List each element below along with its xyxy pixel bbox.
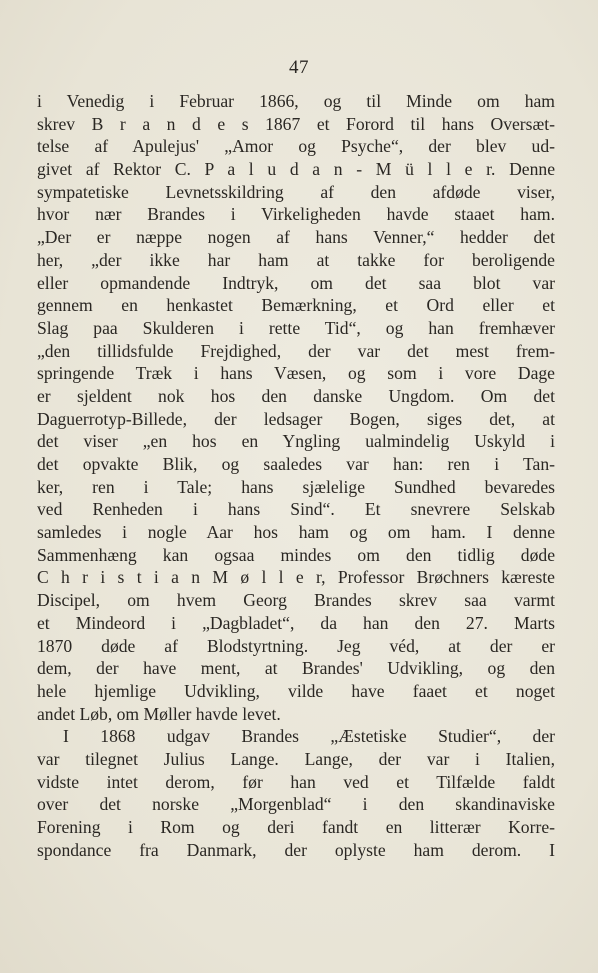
text-line: I 1868 udgav Brandes „Æstetiske Studier“, der	[63, 726, 555, 747]
text-line: dem, der have ment, at Brandes' Udvikling, og den	[37, 658, 555, 679]
text-line: „den tillidsfulde Frejdighed, der var det mest frem-	[37, 340, 555, 361]
text-line: gennem en henkastet Bemærkning, et Ord eller et	[37, 295, 555, 316]
text-line: C h r i s t i a n M ø l l e r, Professor Brøchners kæreste	[37, 567, 555, 588]
text-line: var tilegnet Julius Lange. Lange, der var i Italien,	[37, 748, 555, 769]
text-line: ved Renheden i hans Sind“. Et snevrere Selskab	[37, 499, 555, 520]
text-line: vidste intet derom, før han ved et Tilfælde faldt	[37, 771, 555, 792]
text-line: skrev B r a n d e s 1867 et Forord til hans Oversæt-	[37, 113, 555, 134]
page-number: 47	[289, 57, 309, 78]
text-line: det opvakte Blik, og saaledes var han: ren i Tan-	[37, 454, 555, 474]
text-line: spondance fra Danmark, der oplyste ham derom. I	[37, 839, 555, 860]
text-line: det viser „en hos en Yngling ualmindelig Uskyld i	[37, 431, 555, 452]
text-line: eller opmandende Indtryk, om det saa blot var	[37, 272, 555, 293]
body-text	[37, 90, 555, 861]
text-line: sympatetiske Levnetsskildring af den afdøde viser,	[37, 181, 555, 202]
text-line: telse af Apulejus' „Amor og Psyche“, der blev ud-	[37, 136, 555, 157]
text-line: Slag paa Skulderen i rette Tid“, og han fremhæver	[37, 317, 555, 338]
text-line: er sjeldent nok hos den danske Ungdom. Om det	[37, 385, 555, 406]
text-line: „Der er næppe nogen af hans Venner,“ hedder det	[37, 227, 555, 248]
text-line: hvor nær Brandes i Virkeligheden havde staaet ham.	[37, 204, 555, 225]
text-line: springende Træk i hans Væsen, og som i vore Dage	[37, 363, 555, 384]
text-line: et Mindeord i „Dagbladet“, da han den 27. Marts	[37, 612, 555, 633]
text-line: Sammenhæng kan ogsaa mindes om den tidlig døde	[37, 544, 555, 565]
text-line: her, „der ikke har ham at takke for beroligende	[37, 249, 555, 270]
text-line: Discipel, om hvem Georg Brandes skrev saa varmt	[37, 590, 555, 611]
text-line: Forening i Rom og deri fandt en litterær Korre-	[37, 817, 555, 837]
text-line: 1870 døde af Blodstyrtning. Jeg véd, at der er	[37, 635, 555, 656]
text-line: i Venedig i Februar 1866, og til Minde om ham	[37, 91, 555, 111]
text-line: givet af Rektor C. P a l u d a n - M ü l l e r. Denne	[37, 159, 555, 180]
text-line: hele hjemlige Udvikling, vilde have faaet et noget	[37, 680, 555, 701]
text-line: over det norske „Morgenblad“ i den skandinaviske	[37, 794, 555, 815]
text-line: andet Løb, om Møller havde levet.	[37, 703, 281, 724]
text-line: Daguerrotyp-Billede, der ledsager Bogen, siges det, at	[37, 408, 555, 429]
text-line: samledes i nogle Aar hos ham og om ham. I denne	[37, 522, 555, 543]
text-line: ker, ren i Tale; hans sjælelige Sundhed bevaredes	[37, 476, 555, 497]
